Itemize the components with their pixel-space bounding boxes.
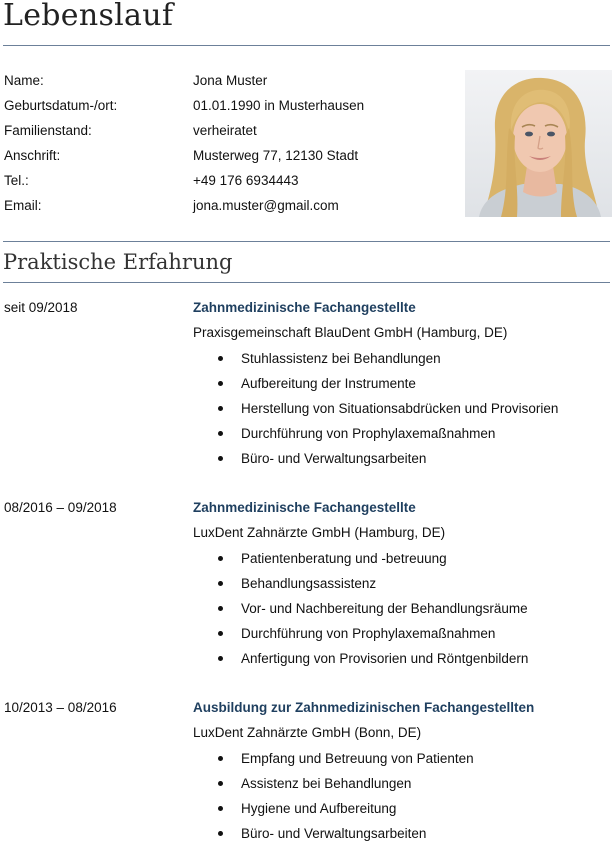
entry-company: LuxDent Zahnärzte GmbH (Bonn, DE) [193, 725, 422, 740]
personal-value: Musterweg 77, 12130 Stadt [193, 148, 359, 163]
list-item: Assistenz bei Behandlungen [241, 775, 474, 800]
personal-row-phone [0, 173, 460, 198]
entry-task-list [241, 350, 558, 475]
title-divider [3, 45, 610, 46]
entry-job-title: Zahnmedizinische Fachangestellte [193, 300, 416, 315]
entry-date: 08/2016 – 09/2018 [4, 500, 117, 515]
personal-value: 01.01.1990 in Musterhausen [193, 98, 365, 113]
list-item: Hygiene und Aufbereitung [241, 800, 474, 825]
list-item: Empfang und Betreuung von Patienten [241, 750, 474, 775]
personal-label: Anschrift: [4, 148, 61, 163]
entry-task-list [241, 750, 474, 850]
personal-value: jona.muster@gmail.com [193, 198, 339, 213]
page-title: Lebenslauf [3, 0, 174, 33]
personal-value: Jona Muster [193, 73, 268, 88]
section-divider-bottom [3, 282, 610, 283]
portrait-icon [465, 70, 612, 217]
personal-value: verheiratet [193, 123, 257, 138]
list-item: Anfertigung von Provisorien und Röntgenbildern [241, 650, 528, 675]
list-item: Aufbereitung der Instrumente [241, 375, 558, 400]
personal-row-email [0, 198, 460, 223]
list-item: Büro- und Verwaltungsarbeiten [241, 825, 474, 850]
list-item: Durchführung von Prophylaxemaßnahmen [241, 425, 558, 450]
personal-row-name [0, 73, 460, 98]
entry-task-list [241, 550, 528, 675]
list-item: Büro- und Verwaltungsarbeiten [241, 450, 558, 475]
personal-label: Geburtsdatum-/ort: [4, 98, 118, 113]
section-title-experience: Praktische Erfahrung [3, 250, 233, 274]
entry-company: LuxDent Zahnärzte GmbH (Hamburg, DE) [193, 525, 446, 540]
personal-label: Name: [4, 73, 44, 88]
entry-company: Praxisgemeinschaft BlauDent GmbH (Hamburg, DE) [193, 325, 508, 340]
entry-job-title: Ausbildung zur Zahnmedizinischen Fachangestellten [193, 700, 535, 715]
personal-row-birth [0, 98, 460, 123]
entry-job-title: Zahnmedizinische Fachangestellte [193, 500, 416, 515]
personal-value: +49 176 6934443 [193, 173, 299, 188]
list-item: Durchführung von Prophylaxemaßnahmen [241, 625, 528, 650]
personal-label: Email: [4, 198, 42, 213]
entry-date: 10/2013 – 08/2016 [4, 700, 117, 715]
personal-label: Familienstand: [4, 123, 92, 138]
entry-date: seit 09/2018 [4, 300, 78, 315]
list-item: Herstellung von Situationsabdrücken und Provisorien [241, 400, 558, 425]
personal-label: Tel.: [4, 173, 29, 188]
list-item: Stuhlassistenz bei Behandlungen [241, 350, 558, 375]
list-item: Behandlungsassistenz [241, 575, 528, 600]
personal-row-marital [0, 123, 460, 148]
list-item: Patientenberatung und -betreuung [241, 550, 528, 575]
section-divider-top [3, 241, 610, 242]
profile-photo [465, 70, 612, 217]
list-item: Vor- und Nachbereitung der Behandlungsräume [241, 600, 528, 625]
personal-row-address [0, 148, 460, 173]
